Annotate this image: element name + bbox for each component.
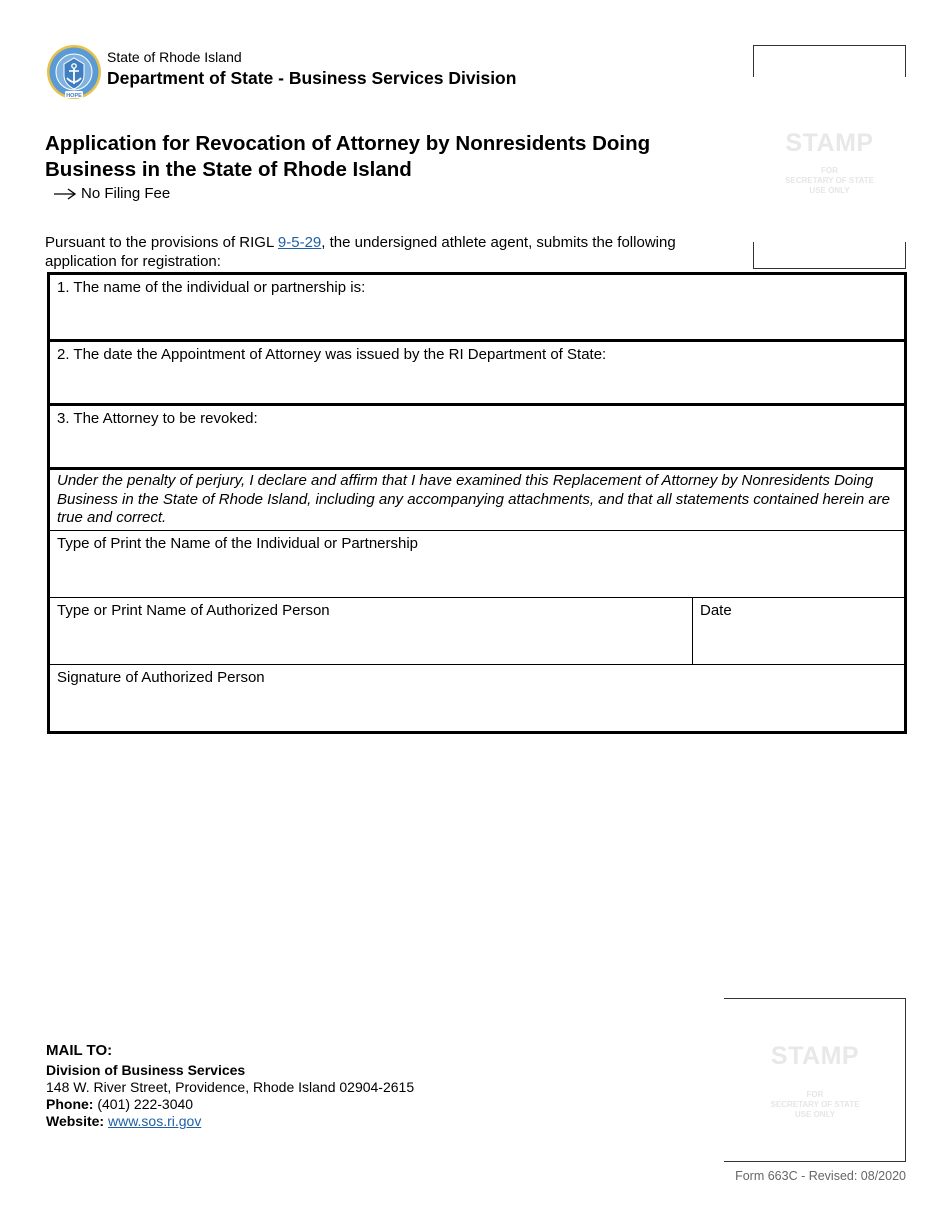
mail-to-block [46,1042,414,1130]
arrow-right-icon [53,188,77,200]
filing-fee-text: No Filing Fee [81,185,171,202]
department-name: Department of State - Business Services Division [107,68,517,88]
perjury-declaration: Under the penalty of perjury, I declare and affirm that I have examined this Replacement of Attorney by Nonresidents Doing Business in the State of Rhode Island, including any accompanying attachments, and that all statements contained herein are true and correct. [50,467,904,530]
state-name: State of Rhode Island [107,49,242,65]
rigl-link[interactable]: 9-5-29 [277,234,322,251]
signature-label: Signature of Authorized Person [57,669,265,686]
stamp-label: STAMP [785,129,874,157]
state-seal-logo [46,44,102,100]
authorized-person-row [50,597,904,664]
question-3-label: 3. The Attorney to be revoked: [57,410,258,427]
mailing-address: 148 W. River Street, Providence, Rhode Island 02904-2615 [46,1079,415,1095]
authorized-name-field[interactable] [50,598,693,664]
question-3-field[interactable] [50,403,904,467]
application-form [47,272,907,734]
stamp-note-bottom: FOR SECRETARY OF STATE USE ONLY [770,1090,860,1119]
filing-fee-note [53,185,170,202]
seal-motto: HOPE [66,93,82,99]
stamp-frame-bottom [724,998,906,1162]
question-1-label: 1. The name of the individual or partnership is: [57,279,366,296]
date-label: Date [700,602,732,619]
form-number: Form 663C - Revised: 08/2020 [735,1169,906,1183]
division-name: Division of Business Services [46,1062,246,1078]
signature-field[interactable] [50,664,904,731]
website-link[interactable]: www.sos.ri.gov [107,1113,202,1129]
question-2-field[interactable] [50,339,904,403]
date-field[interactable] [693,598,904,664]
stamp-box-bottom [724,998,906,1162]
stamp-box-top [753,45,906,269]
authorized-name-label: Type or Print Name of Authorized Person [57,602,330,619]
entity-name-field[interactable] [50,530,904,597]
phone-line: Phone: (401) 222-3040 [46,1096,194,1112]
question-2-label: 2. The date the Appointment of Attorney was issued by the RI Department of State: [57,346,607,363]
stamp-label-bottom: STAMP [770,1042,860,1070]
mail-to-heading: MAIL TO: [46,1042,113,1059]
entity-name-label: Type of Print the Name of the Individual or Partnership [57,535,419,552]
website-line: Website: www.sos.ri.gov [46,1113,202,1129]
page-title: Application for Revocation of Attorney by Nonresidents Doing Business in the State of Rhode Island [45,132,651,181]
stamp-note: FOR SECRETARY OF STATE USE ONLY [785,166,874,195]
intro-paragraph: Pursuant to the provisions of RIGL 9-5-29, the undersigned athlete agent, submits the following application for registration: [45,234,676,270]
question-1-field[interactable] [50,275,904,339]
